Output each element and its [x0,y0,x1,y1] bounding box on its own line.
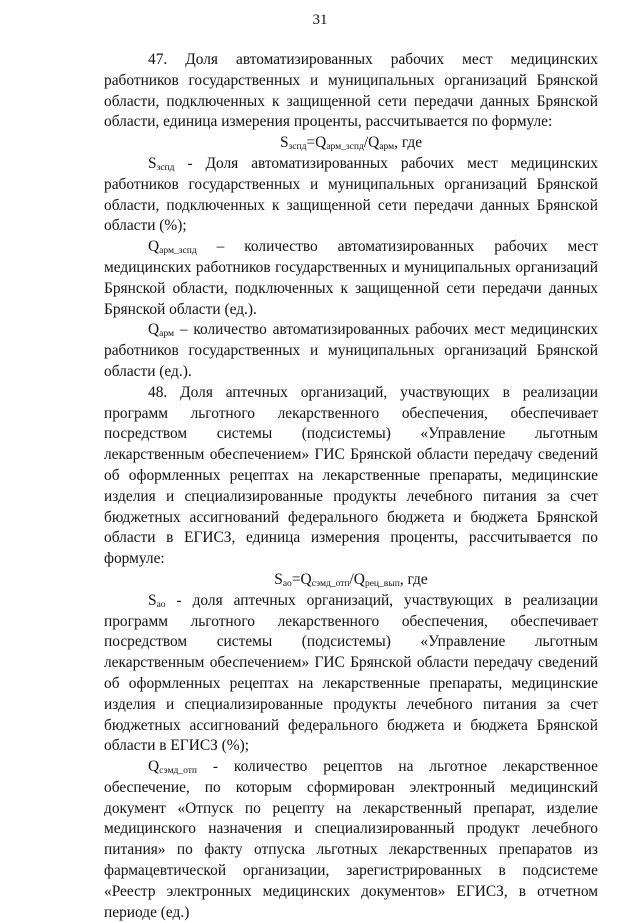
def-text: – количество автоматизированных рабочих мест медицинских работников государственных и муниципальных организаций Брянской области (ед.). [104,321,598,380]
formula-48-lhs-sub: ао [282,577,292,589]
formula-47-den-sub: арм [379,141,395,153]
formula-48-div: /Q [349,570,365,588]
formula-48 [104,570,598,591]
def-symbol: Q [148,758,160,776]
formula-48-eq: =Q [291,570,312,588]
page-number: 31 [312,12,328,28]
formula-47-eq: =Q [306,134,327,152]
def-symbol-sub: сэмд_отп [159,765,198,777]
def-symbol-sub: арм_зспд [159,245,197,257]
document-body [104,50,598,923]
item-48-definition-s-ao [104,591,598,757]
def-text: - доля аптечных организаций, участвующих в реализации программ льготного лекарственного обеспечения, обеспечивает посредством системы (подсистемы) «Управление льготным лекарственным обеспечением» ГИС Брянской области передачу сведений об оформленных рецептах на лекарственные препараты, медицинские изделия и специализированные продукты лечебного питания за счет бюджетных ассигнований федерального бюджета и бюджета Брянской области в ЕГИСЗ (%); [104,591,598,755]
def-text: - количество рецептов на льготное лекарственное обеспечение, по которым сформирован электронный медицинский документ «Отпуск по рецепту на лекарственный препарат, изделие медицинского назначения и специализированный продукт лечебного питания» по факту отпуска льготных лекарственных препаратов из фармацевтической организации, зарегистрированных в подсистеме «Реестр электронных медицинских документов» ЕГИСЗ, в отчетном периоде (ед.) [104,758,598,921]
item-47-intro: 47. Доля автоматизированных рабочих мест медицинских работников государственных и муниципальных организаций Брянской области, подключенных к защищенной сети передачи данных Брянской области, единица измерения проценты, рассчитывается по формуле: [104,51,598,131]
formula-48-den-sub: рец_вып [364,577,400,589]
formula-47-num-sub: арм_зспд [326,141,364,153]
formula-47-lhs: S [279,134,289,152]
def-symbol: Q [148,321,160,339]
formula-47 [104,133,598,154]
formula-47-tail: , где [394,134,423,152]
formula-48-tail: , где [399,570,428,588]
formula-48-lhs: S [274,570,283,588]
item-48-intro: 48. Доля аптечных организаций, участвующих в реализации программ льготного лекарственного обеспечения, обеспечивает посредством системы (подсистемы) «Управление льготным лекарственным обеспечением» ГИС Брянской области передачу сведений об оформленных рецептах на лекарственные препараты, медицинские изделия и специализированные продукты лечебного питания за счет бюджетных ассигнований федерального бюджета и бюджета Брянской области в ЕГИСЗ, единица измерения проценты, рассчитывается по формуле: [104,383,598,568]
def-symbol: S [148,154,157,172]
item-47-definition-q-arm [104,320,598,382]
formula-48-num-sub: сэмд_отп [311,577,350,589]
def-symbol-sub: ао [156,598,166,610]
def-symbol: Q [148,238,160,256]
formula-47-lhs-sub: зспд [288,141,307,153]
item-48-definition-q-semd [104,757,598,923]
item-47-definition-s [104,154,598,237]
def-text: - Доля автоматизированных рабочих мест медицинских работников государственных и муниципальных организаций Брянской области, подключенных к защищенной сети передачи данных Брянской области (%); [104,154,598,235]
item-47-definition-q-zspd [104,237,598,320]
def-symbol: S [148,591,157,609]
def-text: – количество автоматизированных рабочих мест медицинских работников государственных и муниципальных организаций Брянской области, подключенных к защищенной сети передачи данных Брянской области (ед.). [104,238,598,318]
formula-47-div: /Q [363,134,380,152]
def-symbol-sub: зспд [156,161,175,173]
def-symbol-sub: арм [159,328,175,340]
